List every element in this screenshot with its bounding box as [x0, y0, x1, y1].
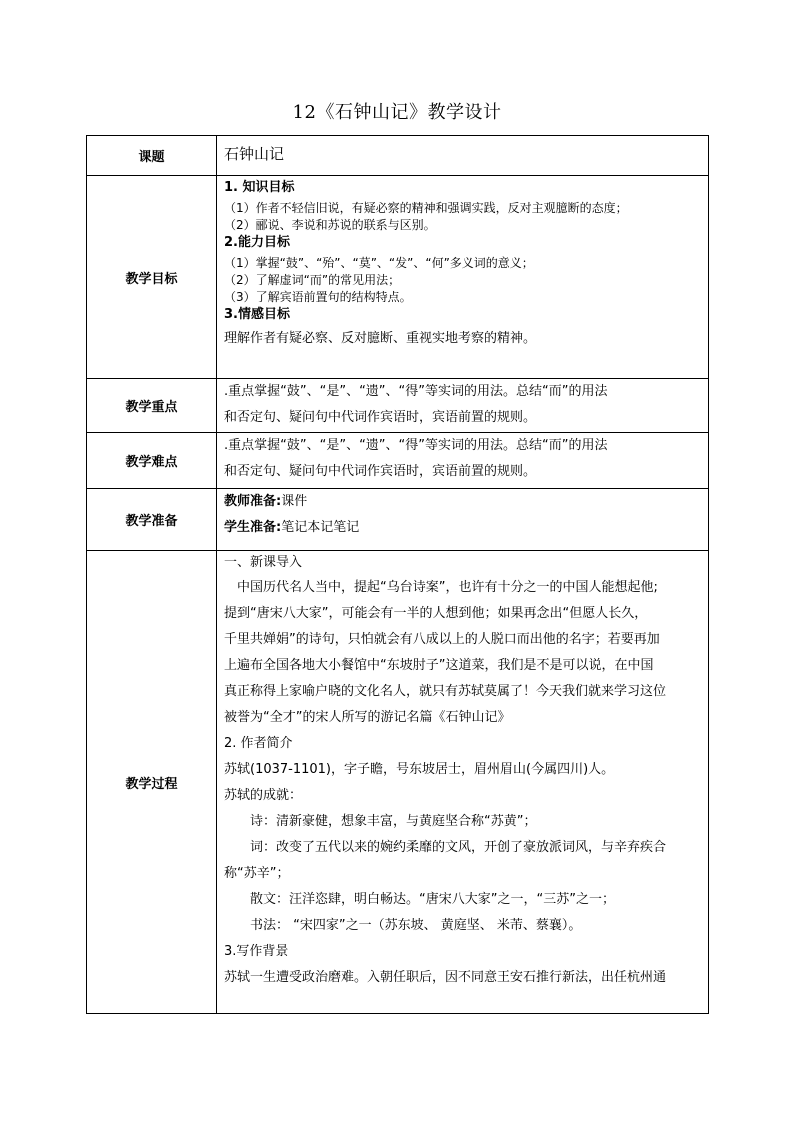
teacher-prep-label: 教师准备: — [224, 494, 282, 509]
subject-label: 课题 — [87, 136, 217, 176]
key-points-cell — [217, 379, 709, 433]
objectives-cell — [217, 176, 709, 379]
poetry-line: 诗：清新豪健，想象丰富，与黄庭坚合称“苏黄”； — [250, 814, 537, 829]
ability-item: （3）了解宾语前置句的结构特点。 — [224, 290, 412, 304]
key-points-label: 教学重点 — [87, 379, 217, 433]
author-line: 苏轼(1037-1101)，字子瞻，号东坡居士，眉州眉山(今属四川)人。 — [224, 762, 615, 777]
student-preparation — [224, 515, 702, 541]
table-row — [87, 489, 709, 551]
section3-title: 3.写作背景 — [224, 944, 289, 959]
ability-item: （2）了解虚词“而”的常见用法； — [224, 273, 401, 287]
intro-line: 真正称得上家喻户晓的文化名人，就只有苏轼莫属了！今天我们就来学习这位 — [224, 684, 667, 699]
student-prep-value: 笔记本记笔记 — [281, 520, 360, 535]
table-row — [87, 176, 709, 379]
teacher-prep-value: 课件 — [281, 494, 308, 509]
teacher-preparation — [224, 489, 702, 515]
subject-cell — [217, 136, 709, 176]
background-line: 苏轼一生遭受政治磨难。入朝任职后，因不同意王安石推行新法，出任杭州通 — [224, 970, 667, 985]
knowledge-title: 1. 知识目标 — [224, 180, 295, 195]
achievements-title: 苏轼的成就： — [224, 788, 303, 803]
ability-item: （1）掌握“鼓”、“殆”、“莫”、“发”、“何”多义词的意义； — [224, 256, 534, 270]
key-points-line: 和否定句、疑问句中代词作宾语时，宾语前置的规则。 — [224, 410, 537, 425]
knowledge-item: （1）作者不轻信旧说，有疑必察的精神和强调实践，反对主观臆断的态度； — [224, 201, 628, 215]
knowledge-item: （2）郦说、李说和苏说的联系与区别。 — [224, 218, 436, 232]
table-row — [87, 136, 709, 176]
lesson-plan-table — [86, 135, 709, 1014]
table-row — [87, 551, 709, 1014]
calligraphy-line: 书法： “宋四家”之一（苏东坡、 黄庭坚、 米芾、蔡襄）。 — [250, 918, 582, 933]
ability-title: 2.能力目标 — [224, 235, 290, 250]
difficulties-label: 教学难点 — [87, 433, 217, 489]
difficulties-cell — [217, 433, 709, 489]
section1-title: 一、新课导入 — [224, 555, 303, 570]
intro-line: 千里共婵娟”的诗句，只怕就会有八成以上的人脱口而出他的名字；若要再加 — [224, 632, 660, 647]
emotion-title: 3.情感目标 — [224, 307, 290, 322]
preparation-label: 教学准备 — [87, 489, 217, 551]
objectives-label: 教学目标 — [87, 176, 217, 379]
intro-line: 上遍布全国各地大小餐馆中“东坡肘子”这道菜，我们是不是可以说，在中国 — [224, 658, 654, 673]
emotion-text: 理解作者有疑必察、反对臆断、重视实地考察的精神。 — [224, 331, 537, 346]
table-row — [87, 433, 709, 489]
ci-line: 称“苏辛”； — [224, 866, 290, 881]
intro-line: 中国历代名人当中，提起“乌台诗案”，也许有十分之一的中国人能想起他; — [237, 580, 658, 595]
process-label: 教学过程 — [87, 551, 217, 1014]
prose-line: 散文：汪洋恣肆，明白畅达。“唐宋八大家”之一，“三苏”之一； — [250, 892, 615, 907]
intro-line: 被誉为“全才”的宋人所写的游记名篇《石钟山记》 — [224, 710, 511, 725]
difficulties-line: 和否定句、疑问句中代词作宾语时，宾语前置的规则。 — [224, 464, 537, 479]
intro-line: 提到“唐宋八大家”，可能会有一半的人想到他；如果再念出“但愿人长久， — [224, 606, 648, 621]
key-points-line: .重点掌握“鼓”、“是”、“遗”、“得”等实词的用法。总结“而”的用法 — [224, 384, 608, 399]
subject-value: 石钟山记 — [224, 145, 285, 163]
student-prep-label: 学生准备: — [224, 520, 282, 535]
difficulties-line: .重点掌握“鼓”、“是”、“遗”、“得”等实词的用法。总结“而”的用法 — [224, 438, 608, 453]
ci-line: 词：改变了五代以来的婉约柔靡的文风，开创了豪放派词风，与辛弃疾合 — [250, 840, 667, 855]
preparation-cell — [217, 489, 709, 551]
page-title: 12《石钟山记》教学设计 — [292, 102, 502, 123]
table-row — [87, 379, 709, 433]
process-cell — [217, 551, 709, 1014]
section2-title: 2. 作者简介 — [224, 736, 293, 751]
